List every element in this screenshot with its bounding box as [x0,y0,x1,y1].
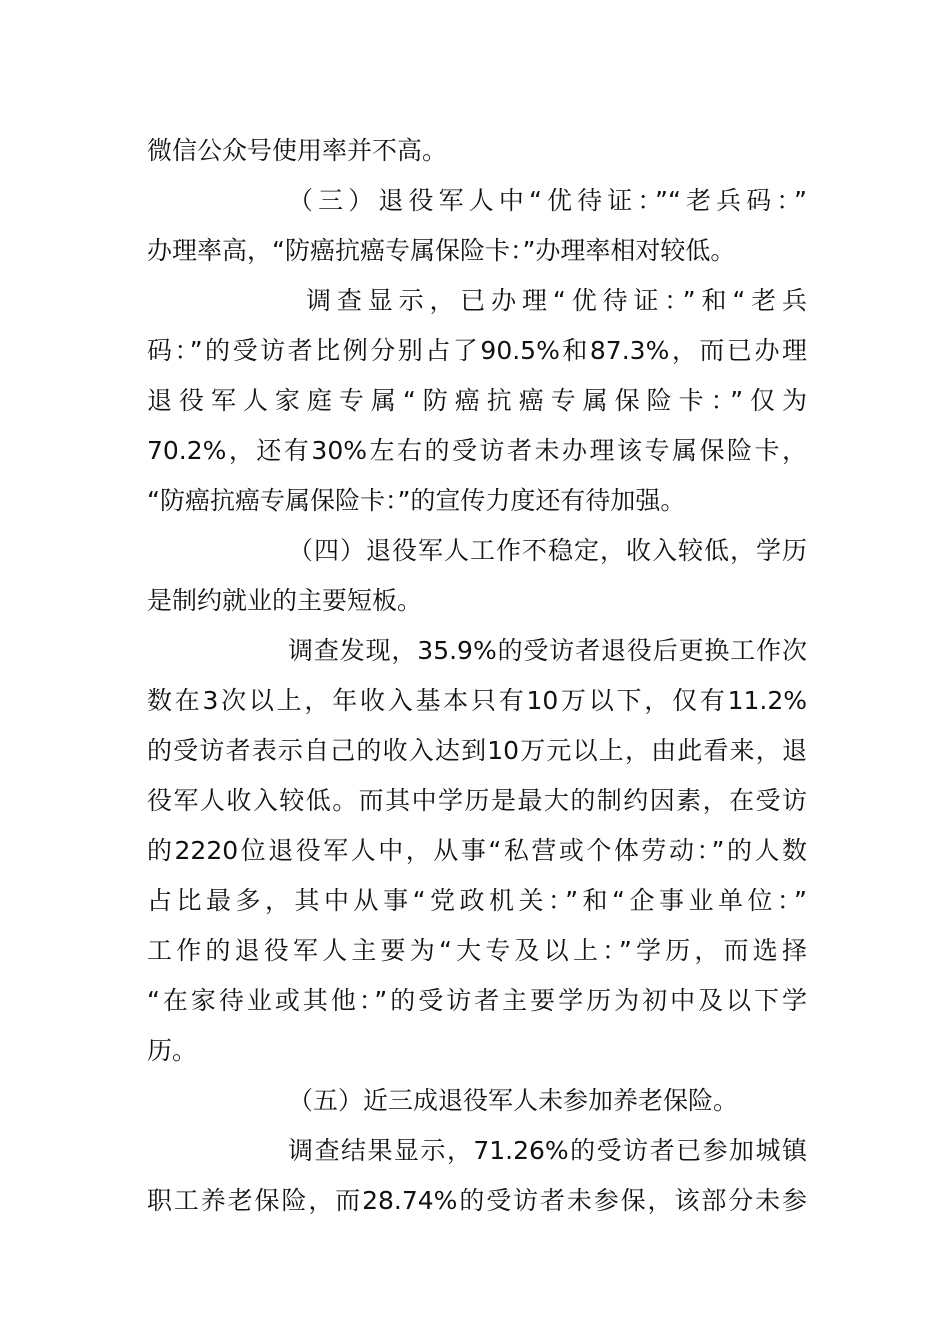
section-heading-line: （四）退役军人工作不稳定，收入较低，学历 [288,536,807,565]
paragraph-line: 微信公众号使用率并不高。 [147,136,448,165]
section-heading-line: 是制约就业的主要短板。 [147,586,423,615]
paragraph-line: 数在3次以上，年收入基本只有10万以下，仅有11.2% [147,686,807,715]
paragraph-line: 历。 [147,1036,198,1065]
paragraph-line: 码：”的受访者比例分别占了90.5%和87.3%，而已办理 [147,336,807,365]
paragraph-line: 占比最多，其中从事“党政机关：”和“企事业单位：” [147,886,807,915]
paragraph-line: 70.2%，还有30%左右的受访者未办理该专属保险卡， [147,436,807,465]
section-heading-line: 办理率高，“防癌抗癌专属保险卡：”办理率相对较低。 [147,236,736,265]
section-heading-line: （五）近三成退役军人未参加养老保险。 [288,1086,739,1115]
paragraph-line: 的2220位退役军人中，从事“私营或个体劳动：”的人数 [147,836,807,865]
paragraph-line: “防癌抗癌专属保险卡：”的宣传力度还有待加强。 [147,486,686,515]
paragraph-line: 工作的退役军人主要为“大专及以上：”学历，而选择 [147,936,807,965]
paragraph-line: 的受访者表示自己的收入达到10万元以上，由此看来，退 [147,736,807,765]
paragraph-line: 职工养老保险，而28.74%的受访者未参保，该部分未参 [147,1186,807,1215]
paragraph-line: 调查结果显示，71.26%的受访者已参加城镇 [288,1136,807,1165]
paragraph-line: 役军人收入较低。而其中学历是最大的制约因素，在受访 [147,786,807,815]
paragraph-line: 调查发现，35.9%的受访者退役后更换工作次 [288,636,807,665]
paragraph-line: 调查显示，已办理“优待证：”和“老兵 [306,286,807,315]
paragraph-line: 退役军人家庭专属“防癌抗癌专属保险卡：”仅为 [147,386,807,415]
section-heading-line: （三）退役军人中“优待证：”“老兵码：” [288,186,807,215]
paragraph-line: “在家待业或其他：”的受访者主要学历为初中及以下学 [147,986,807,1015]
